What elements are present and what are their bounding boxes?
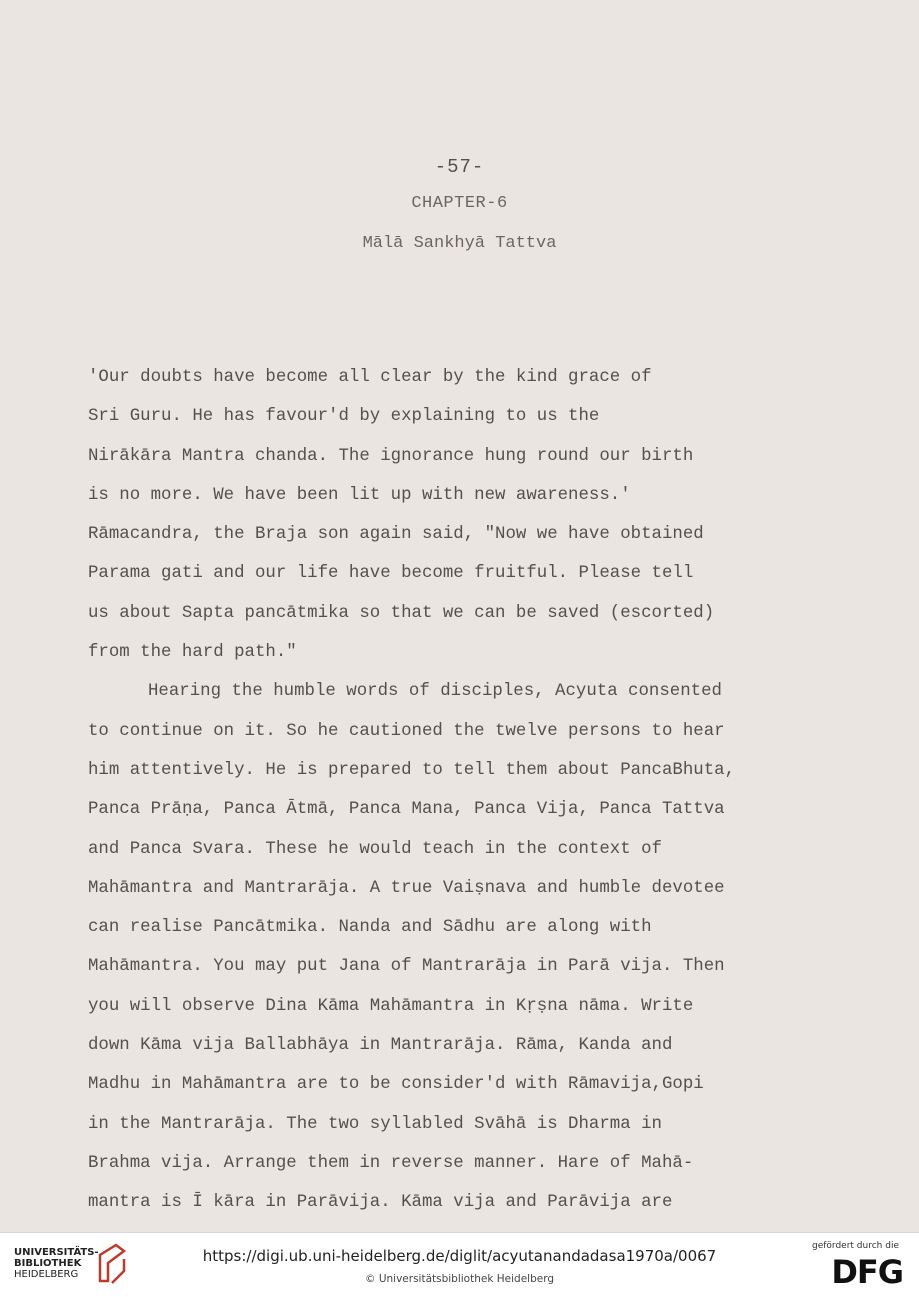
text-line: Nirākāra Mantra chanda. The ignorance hung round our birth [88,446,694,466]
body-text [88,358,828,1223]
viewer-footer [0,1232,919,1297]
logo-line: UNIVERSITÄTS- [14,1247,99,1258]
dfg-logo[interactable]: DFG [831,1253,903,1291]
text-line: Hearing the humble words of disciples, Acyuta consented [148,682,722,702]
text-line: Madhu in Mahāmantra are to be consider'd with Rāmavija,Gopi [88,1075,704,1095]
text-line: in the Mantrarāja. The two syllabled Svāhā is Dharma in [88,1114,662,1134]
text-line: Sri Guru. He has favour'd by explaining to us the [88,407,600,427]
text-line: and Panca Svara. These he would teach in the context of [88,839,662,859]
text-line: Mahāmantra. You may put Jana of Mantrarāja in Parā vija. Then [88,957,725,977]
text-line: 'Our doubts have become all clear by the kind grace of [88,368,652,387]
text-line: Rāmacandra, the Braja son again said, "Now we have obtained [88,525,704,545]
text-line: us about Sapta pancātmika so that we can be saved (escorted) [88,603,715,623]
page-number: -57- [434,156,485,178]
text-line: Mahāmantra and Mantrarāja. A true Vaiṣnava and humble devotee [88,878,725,898]
text-line: you will observe Dina Kāma Mahāmantra in Kṛṣna nāma. Write [88,996,694,1016]
text-line: down Kāma vija Ballabhāya in Mantrarāja. Rāma, Kanda and [88,1036,673,1056]
text-line: from the hard path." [88,643,297,663]
page-url-link[interactable]: https://digi.ub.uni-heidelberg.de/diglit/acyutanandadasa1970a/0067 [202,1247,717,1265]
text-line: Brahma vija. Arrange them in reverse manner. Hare of Mahā- [88,1153,694,1173]
text-line: Panca Prāṇa, Panca Ātmā, Panca Mana, Panca Vija, Panca Tattva [88,800,725,820]
funding-label: gefördert durch die [812,1241,899,1251]
chapter-heading: CHAPTER-6 [411,194,508,213]
logo-line: HEIDELBERG [14,1269,79,1280]
text-line: Parama gati and our life have become fruitful. Please tell [88,564,694,584]
text-line: mantra is Ī kāra in Parāvija. Kāma vija and Parāvija are [88,1193,673,1213]
text-line: him attentively. He is prepared to tell them about PancaBhuta, [88,760,736,780]
copyright-notice: © Universitätsbibliothek Heidelberg [364,1273,554,1285]
logo-line: BIBLIOTHEK [14,1258,82,1269]
text-line: to continue on it. So he cautioned the twelve persons to hear [88,721,725,741]
text-line: is no more. We have been lit up with new awareness.' [88,485,631,505]
chapter-subtitle: Mālā Sankhyā Tattva [362,234,557,253]
text-line: can realise Pancātmika. Nanda and Sādhu are along with [88,918,652,938]
